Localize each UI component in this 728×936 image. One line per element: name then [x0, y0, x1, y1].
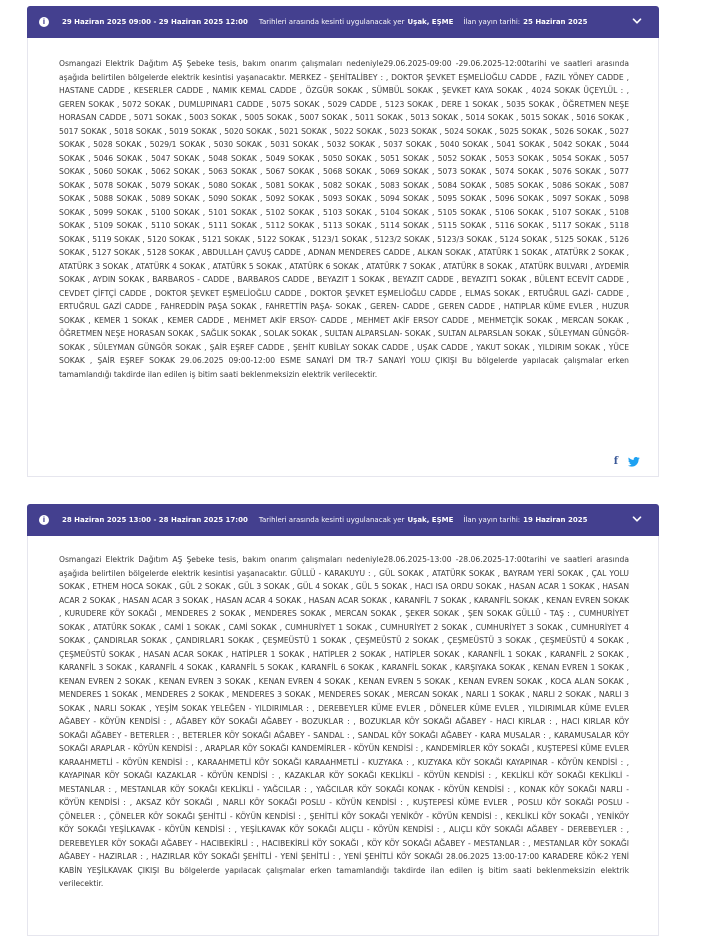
share-links [614, 456, 640, 467]
notice-header[interactable] [27, 504, 659, 536]
notice-text: Osmangazi Elektrik Dağıtım AŞ Şebeke tesis, bakım onarım çalışmaları nedeniyle28.06.2025-13:00 -28.06.2025-17:00tarihi ve saatleri arasında aşağıda belirtilen bölgelerde elektrik kesintisi yaşanacaktır. GÜLLÜ - KARAKUYU : , GÜL SOKAK , ATATÜRK SOKAK , BAYRAM YERİ SOKAK , ÇAL YOLU SOKAK , ETHEM HOCA SOKAK , GÜL 2 SOKAK , GÜL 3 SOKAK , GÜL 4 SOKAK , GÜL 5 SOKAK , HACI ISA ORDU SOKAK , HASAN ACAR 1 SOKAK , HASAN ACAR 2 SOKAK , HASAN ACAR 3 SOKAK , HASAN ACAR 4 SOKAK , HASAN ACAR SOKAK , KARANFİL 7 SOKAK , KARANFİL SOKAK , KENAN EVREN SOKAK , KURUDERE KÖY SOKAĞI , MENDERES 2 SOKAK , MENDERES SOKAK , MERCAN SOKAK , ŞEKER SOKAK , ŞEN SOKAK GÜLLÜ - TAŞ : , CUMHURİYET SOKAK , ATATÜRK SOKAK , CAMİ 1 SOKAK , CAMİ SOKAK , CUMHURİYET 1 SOKAK , CUMHURİYET 2 SOKAK , CUMHURİYET 3 SOKAK , CUMHURİYET 4 SOKAK , ÇANDIRLAR SOKAK , ÇANDIRLAR1 SOKAK , ÇEŞMEÜSTÜ 1 SOKAK , ÇEŞMEÜSTÜ 2 SOKAK , ÇEŞMEÜSTÜ 3 SOKAK , ÇEŞMEÜSTÜ 4 SOKAK , ÇEŞMEÜSTÜ SOKAK , HASAN ACAR SOKAK , HATİPLER 1 SOKAK , HATİPLER 2 SOKAK , HATİPLER SOKAK , KARANFİL 1 SOKAK , KARANFİL 2 SOKAK , KARANFİL 3 SOKAK , KARANFİL 4 SOKAK , KARANFİL 5 SOKAK , KARANFİL 6 SOKAK , KARANFİL SOKAK , KARŞIYAKA SOKAK , KENAN EVREN 1 SOKAK , KENAN EVREN 2 SOKAK , KENAN EVREN 3 SOKAK , KENAN EVREN 4 SOKAK , KENAN EVREN 5 SOKAK , KENAN EVREN SOKAK , KOCA ALAN SOKAK , MENDERES 1 SOKAK , MENDERES 2 SOKAK , MENDERES 3 SOKAK , MENDERES SOKAK , MERCAN SOKAK , NARLI 1 SOKAK , NARLI 2 SOKAK , NARLI 3 SOKAK , NARLI SOKAK , YEŞİM SOKAK YELEĞEN - YILDIRIMLAR : , DEREBEYLER KÜME EVLER , DÖNELER KÜME EVLER , YILDIRIMLAR KÜME EVLER AĞABEY - KÖYÜN KENDİSİ : , AĞABEY KÖY SOKAĞI AĞABEY - BOZUKLAR : , BOZUKLAR KÖY SOKAĞI AĞABEY - HACI KIRLAR : , HACI KIRLAR KÖY SOKAĞI AĞABEY - BETERLER : , BETERLER KÖY SOKAĞI AĞABEY - SANDAL : , SANDAL KÖY SOKAĞI AĞABEY - KARA MUSALAR : , KARAMUSALAR KÖY SOKAĞI ARAPLAR - KÖYÜN KENDİSİ : , ARAPLAR KÖY SOKAĞI KANDEMİRLER - KÖYÜN KENDİSİ : , KANDEMİRLER KÖY SOKAĞI , KUŞTEPESİ KÜME EVLER KARAAHMETLİ - KÖYÜN KENDİSİ : , KARAAHMETLİ KÖY SOKAĞI KARAAHMETLİ - KUZYAKA : , KUZYAKA KÖY SOKAĞI KAYAPINAR - KÖYÜN KENDİSİ : , KAYAPINAR KÖY SOKAĞI KAZAKLAR - KÖYÜN KENDİSİ : , KAZAKLAR KÖY SOKAĞI KEKLİKLİ - KÖYÜN KENDİSİ : , KEKLİKLİ KÖY SOKAĞI KEKLİKLİ - MESTANLAR : , MESTANLAR KÖY SOKAĞI KEKLİKLİ - YAĞCILAR : , YAĞCILAR KÖY SOKAĞI KONAK - KÖYÜN KENDİSİ : , KONAK KÖY SOKAĞI NARLI - KÖYÜN KENDİSİ : , AKSAZ KÖY SOKAĞI , NARLI KÖY SOKAĞI POSLU - KÖYÜN KENDİSİ : , KUŞTEPESİ KÜME EVLER , POSLU KÖY SOKAĞI POSLU - ÇÖNELER : , ÇÖNELER KÖY SOKAĞI ŞEHİTLİ - KÖYÜN KENDİSİ : , ŞEHİTLİ KÖY SOKAĞI YENİKÖY - KÖYÜN KENDİSİ : , KEKLİKLİ KÖY SOKAĞI , YENİKÖY KÖY SOKAĞI YEŞİLKAVAK - KÖYÜN KENDİSİ : , YEŞİLKAVAK KÖY SOKAĞI ALIÇLI - KÖYÜN KENDİSİ : , ALIÇLI KÖY SOKAĞI AĞABEY - DEREBEYLER : , DEREBEYLER KÖY SOKAĞI AĞABEY - HACIBEKİRLİ : , HACIBEKİRLİ KÖY SOKAĞI , KÖY KÖY SOKAĞI AĞABEY - MESTANLAR : , MESTANLAR KÖY SOKAĞI AĞABEY - HAZIRLAR : , HAZIRLAR KÖY SOKAĞI ŞEHİTLİ - YENİ ŞEHİTLİ : , YENİ ŞEHİTLİ KÖY SOKAĞI 28.06.2025 13:00-17:00 KARADERE KÖK-2 YENİ KABİN YEŞİLKAVAK ÇIKIŞI Bu bölgelerde yapılacak çalışmalar erken tamamlandığı takdirde ilan edilen iş bitim saati beklenmeksizin elektrik verilecektir. [59, 555, 629, 888]
notice-body [27, 536, 659, 936]
notice-body [27, 38, 659, 477]
outage-location: Uşak, EŞME [407, 516, 454, 524]
facebook-icon[interactable]: f [613, 456, 618, 467]
info-icon: i [39, 17, 49, 27]
twitter-icon[interactable] [628, 457, 640, 467]
outage-date-range: 29 Haziran 2025 09:00 - 29 Haziran 2025 12:00 [62, 18, 248, 26]
outage-location: Uşak, EŞME [407, 18, 454, 26]
header-description: Tarihleri arasında kesinti uygulanacak yer [258, 516, 405, 524]
header-description: Tarihleri arasında kesinti uygulanacak yer [258, 18, 405, 26]
chevron-down-icon[interactable] [631, 15, 643, 27]
published-label: İlan yayın tarihi: [463, 18, 521, 26]
chevron-down-icon[interactable] [631, 513, 643, 525]
notice-header[interactable] [27, 6, 659, 38]
published-date: 19 Haziran 2025 [523, 516, 588, 524]
published-label: İlan yayın tarihi: [463, 516, 521, 524]
notice-text: Osmangazi Elektrik Dağıtım AŞ Şebeke tesis, bakım onarım çalışmaları nedeniyle29.06.2025-09:00 -29.06.2025-12:00tarihi ve saatleri arasında aşağıda belirtilen bölgelerde elektrik kesintisi yaşanacaktır. MERKEZ - ŞEHİTALİBEY : , DOKTOR ŞEVKET EŞMELİOĞLU CADDE , FAZIL YÖNEY CADDE , HASTANE CADDE , KESERLER CADDE , NAMIK KEMAL CADDE , ÖZGÜR SOKAK , SÜMBÜL SOKAK , ŞEVKET KAYA SOKAK , 4024 SOKAK ÜÇEYLÜL : , GEREN SOKAK , 5072 SOKAK , DUMLUPINAR1 CADDE , 5075 SOKAK , 5029 CADDE , 5123 SOKAK , DERE 1 SOKAK , 5035 SOKAK , ÖĞRETMEN NEŞE HORASAN CADDE , 5071 SOKAK , 5003 SOKAK , 5005 SOKAK , 5007 SOKAK , 5011 SOKAK , 5013 SOKAK , 5014 SOKAK , 5015 SOKAK , 5016 SOKAK , 5017 SOKAK , 5018 SOKAK , 5019 SOKAK , 5020 SOKAK , 5021 SOKAK , 5022 SOKAK , 5023 SOKAK , 5024 SOKAK , 5025 SOKAK , 5026 SOKAK , 5027 SOKAK , 5028 SOKAK , 5029/1 SOKAK , 5030 SOKAK , 5031 SOKAK , 5032 SOKAK , 5037 SOKAK , 5040 SOKAK , 5041 SOKAK , 5042 SOKAK , 5044 SOKAK , 5046 SOKAK , 5047 SOKAK , 5048 SOKAK , 5049 SOKAK , 5050 SOKAK , 5051 SOKAK , 5052 SOKAK , 5053 SOKAK , 5054 SOKAK , 5057 SOKAK , 5060 SOKAK , 5062 SOKAK , 5063 SOKAK , 5067 SOKAK , 5068 SOKAK , 5069 SOKAK , 5073 SOKAK , 5074 SOKAK , 5076 SOKAK , 5077 SOKAK , 5078 SOKAK , 5079 SOKAK , 5080 SOKAK , 5081 SOKAK , 5082 SOKAK , 5083 SOKAK , 5084 SOKAK , 5085 SOKAK , 5086 SOKAK , 5087 SOKAK , 5088 SOKAK , 5089 SOKAK , 5090 SOKAK , 5092 SOKAK , 5093 SOKAK , 5094 SOKAK , 5095 SOKAK , 5096 SOKAK , 5097 SOKAK , 5098 SOKAK , 5099 SOKAK , 5100 SOKAK , 5101 SOKAK , 5102 SOKAK , 5103 SOKAK , 5104 SOKAK , 5105 SOKAK , 5106 SOKAK , 5107 SOKAK , 5108 SOKAK , 5109 SOKAK , 5110 SOKAK , 5111 SOKAK , 5112 SOKAK , 5113 SOKAK , 5114 SOKAK , 5115 SOKAK , 5116 SOKAK , 5117 SOKAK , 5118 SOKAK , 5119 SOKAK , 5120 SOKAK , 5121 SOKAK , 5122 SOKAK , 5123/1 SOKAK , 5123/2 SOKAK , 5123/3 SOKAK , 5124 SOKAK , 5125 SOKAK , 5126 SOKAK , 5127 SOKAK , 5128 SOKAK , ABDULLAH ÇAVUŞ CADDE , ADNAN MENDERES CADDE , ALKAN SOKAK , ATATÜRK 1 SOKAK , ATATÜRK 2 SOKAK , ATATÜRK 3 SOKAK , ATATÜRK 4 SOKAK , ATATÜRK 5 SOKAK , ATATÜRK 6 SOKAK , ATATÜRK 7 SOKAK , ATATÜRK 8 SOKAK , ATATÜRK BULVARI , AYDEMİR SOKAK , AYDIN SOKAK , BARBAROS - CADDE , BARBAROS CADDE , BEYAZIT 1 SOKAK , BEYAZIT CADDE , BEYAZIT1 SOKAK , BÜLENT ECEVİT CADDE , CEVDET ÇİFTÇİ CADDE , DOKTOR ŞEVKET EŞMELİOĞLU CADDE , DOKTOR ŞEVKET EŞMELİOĞLU CADDE , ELMAS SOKAK , ERTUĞRUL GAZİ- CADDE , ERTUĞRUL GAZİ CADDE , FAHREDDİN PAŞA SOKAK , FAHRETTİN PAŞA- SOKAK , GEREN- CADDE , GEREN CADDE , HATIPLAR KÜME EVLER , HUZUR SOKAK , KEMER 1 SOKAK , KEMER CADDE , MEHMET AKİF ERSOY- CADDE , MEHMET AKİF ERSOY CADDE , MEHMETÇİK SOKAK , MERCAN SOKAK , ÖĞRETMEN NEŞE HORASAN SOKAK , SAĞLIK SOKAK , SOLAK SOKAK , SULTAN ALPARSLAN- SOKAK , SULTAN ALPARSLAN SOKAK , SÜLEYMAN GÜNGÖR- SOKAK , SÜLEYMAN GÜNGÖR SOKAK , ŞAİR EŞREF CADDE , ŞEHİT KUBİLAY SOKAK CADDE , UŞAK CADDE , YAKUT SOKAK , YILDIRIM SOKAK , YÜCE SOKAK , ŞAİR EŞREF SOKAK 29.06.2025 09:00-12:00 ESME SANAYİ DM TR-7 SANAYİ YOLU ÇIKIŞI Bu bölgelerde yapılacak çalışmalar erken tamamlandığı takdirde ilan edilen iş bitim saati beklenmeksizin elektrik verilecektir. [59, 59, 629, 379]
outage-date-range: 28 Haziran 2025 13:00 - 28 Haziran 2025 17:00 [62, 516, 248, 524]
published-date: 25 Haziran 2025 [523, 18, 588, 26]
info-icon: i [39, 515, 49, 525]
